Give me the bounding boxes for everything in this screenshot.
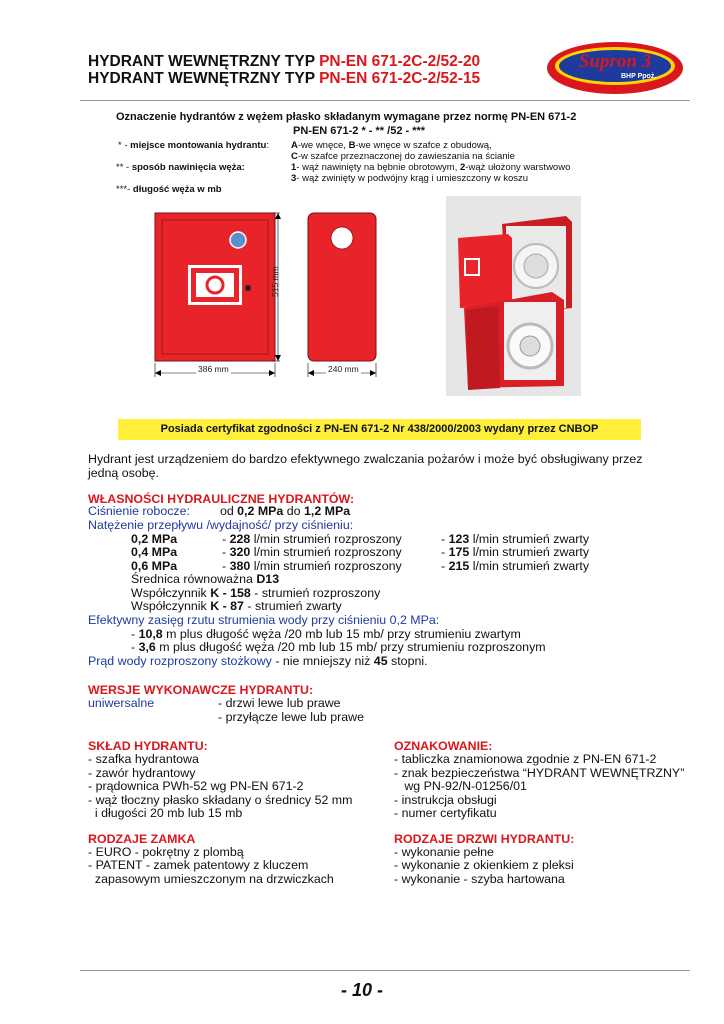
designation-key-3: ***- długość węża w mb [116, 184, 222, 195]
logo-subtitle: BHP Ppoż. [621, 73, 657, 80]
title-code: PN-EN 671-2C-2/52-20 [319, 53, 481, 70]
intro-line-2: jedną osobę. [88, 466, 159, 480]
footer-divider [80, 970, 690, 971]
composition-item: - prądownica PWh-52 wg PN-EN 671-2 [88, 779, 304, 793]
coefficient-k158: Współczynnik K - 158 - strumień rozproszony [131, 586, 381, 600]
page-number: - 10 - [340, 980, 383, 1000]
certificate-text: Posiada certyfikat zgodności z PN-EN 671-2 Nr 438/2000/2003 wydany przez CNBOP [160, 423, 599, 435]
designation-heading: Oznaczenie hydrantów z wężem płasko składanym wymagane przez normę PN-EN 671-2 [116, 111, 577, 123]
locks-item: - PATENT - zamek patentowy z kluczem [88, 858, 309, 872]
logo-text: Supron 3 [578, 51, 652, 72]
versions-item-0: - drzwi lewe lub prawe [218, 696, 341, 710]
flow-dispersed-1: - 320 l/min strumień rozproszony [222, 545, 402, 559]
coefficient-k87: Współczynnik K - 87 - strumień zwarty [131, 599, 342, 613]
title-code: PN-EN 671-2C-2/52-15 [319, 70, 481, 87]
dimension-width: 386 mm [198, 364, 229, 374]
marking-heading: OZNAKOWANIE: [394, 739, 493, 753]
locks-heading: RODZAJE ZAMKA [88, 832, 196, 846]
title-line-1 [88, 53, 480, 71]
doors-item: - wykonanie z okienkiem z pleksi [394, 858, 574, 872]
hydraulic-heading: WŁASNOŚCI HYDRAULICZNE HYDRANTÓW: [88, 492, 355, 506]
flow-compact-2: - 215 l/min strumień zwarty [441, 559, 590, 573]
composition-item: - zawór hydrantowy [88, 766, 196, 780]
title-prefix: HYDRANT WEWNĘTRZNY TYP [88, 53, 315, 70]
flow-dispersed-2: - 380 l/min strumień rozproszony [222, 559, 402, 573]
designation-key-2: ** - sposób nawinięcia węża: [116, 162, 245, 173]
designation-values-1b: C-w szafce przeznaczonej do zawieszania na ścianie [291, 151, 515, 162]
locks-item: - EURO - pokrętny z plombą [88, 845, 244, 859]
doors-item: - wykonanie pełne [394, 845, 494, 859]
designation-values-2b: 3- wąż zwinięty w podwójny krąg i umieszczony w koszu [291, 173, 529, 184]
marking-item: - numer certyfikatu [394, 806, 497, 820]
composition-heading: SKŁAD HYDRANTU: [88, 739, 208, 753]
marking-item: - instrukcja obsługi [394, 793, 497, 807]
flow-compact-1: - 175 l/min strumień zwarty [441, 545, 590, 559]
versions-item-1: - przyłącze lewe lub prawe [218, 710, 364, 724]
range-compact: - 10,8 m plus długość węża /20 mb lub 15 mb/ przy strumieniu zwartym [131, 627, 521, 641]
flow-pressure-2: 0,6 MPa [131, 559, 178, 573]
composition-item: i długości 20 mb lub 15 mb [88, 806, 243, 820]
flow-dispersed-0: - 228 l/min strumień rozproszony [222, 532, 402, 546]
dimension-height: 515 mm [270, 266, 280, 297]
flow-pressure-0: 0,2 MPa [131, 532, 178, 546]
designation-values-2: 1- wąż nawinięty na bębnie obrotowym, 2-wąż ułożony warstwowo [291, 162, 571, 173]
flow-compact-0: - 123 l/min strumień zwarty [441, 532, 590, 546]
versions-heading: WERSJE WYKONAWCZE HYDRANTU: [88, 683, 314, 697]
product-photo [446, 196, 581, 396]
equivalent-diameter: Średnica równoważna D13 [131, 572, 280, 586]
cabinet-diagram [148, 205, 428, 385]
designation-formula: PN-EN 671-2 * - ** /52 - *** [293, 125, 426, 137]
intro-line-1: Hydrant jest urządzeniem do bardzo efektywnego zwalczania pożarów i może być obsługiwany przez [88, 452, 643, 466]
designation-values-1: A-we wnęce, B-we wnęce w szafce z obudową, [291, 140, 492, 151]
flow-pressure-1: 0,4 MPa [131, 545, 178, 559]
marking-item: - tabliczka znamionowa zgodnie z PN-EN 671-2 [394, 752, 657, 766]
doors-item: - wykonanie - szyba hartowana [394, 872, 565, 886]
supron-logo [545, 40, 685, 96]
marking-item: wg PN-92/N-01256/01 [394, 779, 527, 793]
cone-line: Prąd wody rozproszony stożkowy - nie mniejszy niż 45 stopni. [88, 654, 428, 668]
versions-label: uniwersalne [88, 696, 155, 710]
doors-heading: RODZAJE DRZWI HYDRANTU: [394, 832, 575, 846]
certificate-banner [118, 419, 641, 440]
composition-item: - szafka hydrantowa [88, 752, 199, 766]
designation-key-1: * - miejsce montowania hydrantu: [118, 140, 269, 151]
locks-item: zapasowym umieszczonym na drzwiczkach [88, 872, 334, 886]
dimension-depth: 240 mm [328, 364, 359, 374]
range-label: Efektywny zasięg rzutu strumienia wody przy ciśnieniu 0,2 MPa: [88, 613, 440, 627]
title-prefix: HYDRANT WEWNĘTRZNY TYP [88, 70, 315, 87]
header-divider [80, 100, 690, 101]
pressure-line: Ciśnienie robocze: od 0,2 MPa do 1,2 MPa [88, 504, 351, 518]
flow-label: Natężenie przepływu /wydajność/ przy ciśnieniu: [88, 518, 354, 532]
composition-item: - wąż tłoczny płasko składany o średnicy 52 mm [88, 793, 353, 807]
title-line-2 [88, 70, 480, 88]
marking-item: - znak bezpieczeństwa “HYDRANT WEWNĘTRZNY” [394, 766, 685, 780]
range-dispersed: - 3,6 m plus długość węża /20 mb lub 15 mb/ przy strumieniu rozproszonym [131, 640, 546, 654]
